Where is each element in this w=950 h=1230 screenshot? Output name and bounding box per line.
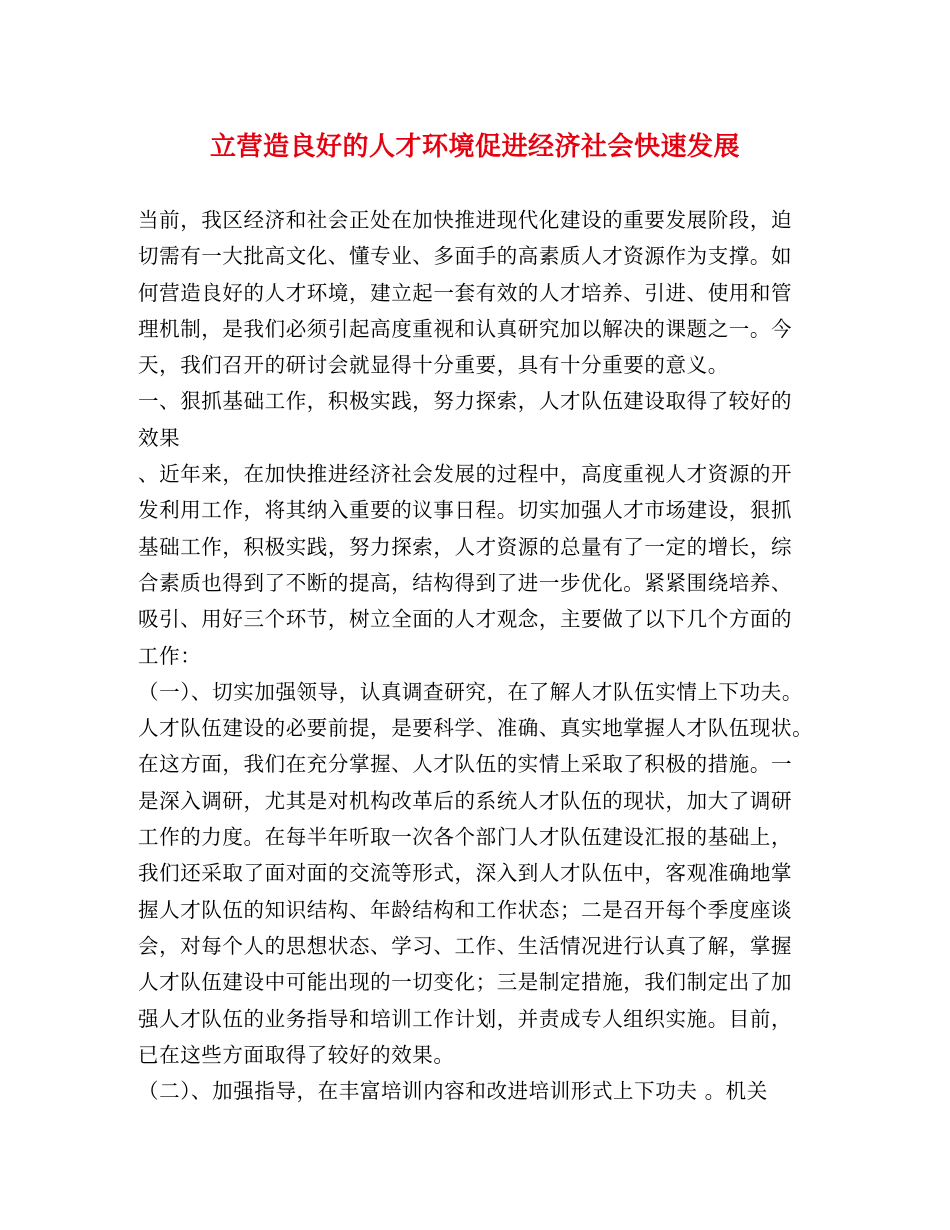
document-title: 立营造良好的人才环境促进经济社会快速发展 [209, 132, 740, 162]
text-line: 在这方面，我们在充分掌握、人才队伍的实情上采取了积极的措施。一 [138, 752, 793, 777]
text-line: 人才队伍建设的必要前提，是要科学、准确、真实地掌握人才队伍现状。 [138, 716, 814, 741]
text-line: 切需有一大批高文化、懂专业、多面手的高素质人才资源作为支撑。如 [138, 244, 793, 269]
text-line: 我们还采取了面对面的交流等形式，深入到人才队伍中，客观准确地掌 [138, 861, 793, 886]
text-line: 发利用工作，将其纳入重要的议事日程。切实加强人才市场建设，狠抓 [138, 498, 793, 523]
section-heading-line: 效果 [138, 425, 181, 450]
text-line: 工作： [138, 643, 202, 668]
text-line: 天，我们召开的研讨会就显得十分重要，具有十分重要的意义。 [138, 353, 729, 378]
text-line: 吸引、用好三个环节，树立全面的人才观念，主要做了以下几个方面的 [138, 607, 793, 632]
text-line: 握人才队伍的知识结构、年龄结构和工作状态；二是召开每个季度座谈 [138, 897, 793, 922]
text-line: 是深入调研，尤其是对机构改革后的系统人才队伍的现状，加大了调研 [138, 788, 793, 813]
section-heading-line: 一、狠抓基础工作，积极实践，努力探索，人才队伍建设取得了较好的 [138, 389, 793, 414]
document-body [138, 202, 828, 1109]
subsection-heading-line: （一）、切实加强领导，认真调查研究，在了解人才队伍实情上下功夫。 [138, 679, 803, 704]
text-line: 工作的力度。在每半年听取一次各个部门人才队伍建设汇报的基础上， [138, 825, 793, 850]
text-line: 基础工作，积极实践，努力探索，人才资源的总量有了一定的增长，综 [138, 534, 793, 559]
text-line: 人才队伍建设中可能出现的一切变化；三是制定措施，我们制定出了加 [138, 970, 793, 995]
text-line: 理机制，是我们必须引起高度重视和认真研究加以解决的课题之一。今 [138, 316, 793, 341]
text-line: 会，对每个人的思想状态、学习、工作、生活情况进行认真了解，掌握 [138, 933, 793, 958]
text-line: 已在这些方面取得了较好的效果。 [138, 1042, 455, 1067]
text-line: 当前，我区经济和社会正处在加快推进现代化建设的重要发展阶段，迫 [138, 208, 793, 232]
text-line: 强人才队伍的业务指导和培训工作计划，并责成专人组织实施。目前， [138, 1006, 793, 1031]
subsection-heading-line: （二）、加强指导，在丰富培训内容和改进培训形式上下功夫 。机关 [138, 1079, 768, 1104]
text-line: 何营造良好的人才环境，建立起一套有效的人才培养、引进、使用和管 [138, 280, 793, 305]
text-line: 、近年来，在加快推进经济社会发展的过程中，高度重视人才资源的开 [138, 462, 793, 487]
text-line: 合素质也得到了不断的提高，结构得到了进一步优化。紧紧围绕培养、 [138, 570, 793, 595]
